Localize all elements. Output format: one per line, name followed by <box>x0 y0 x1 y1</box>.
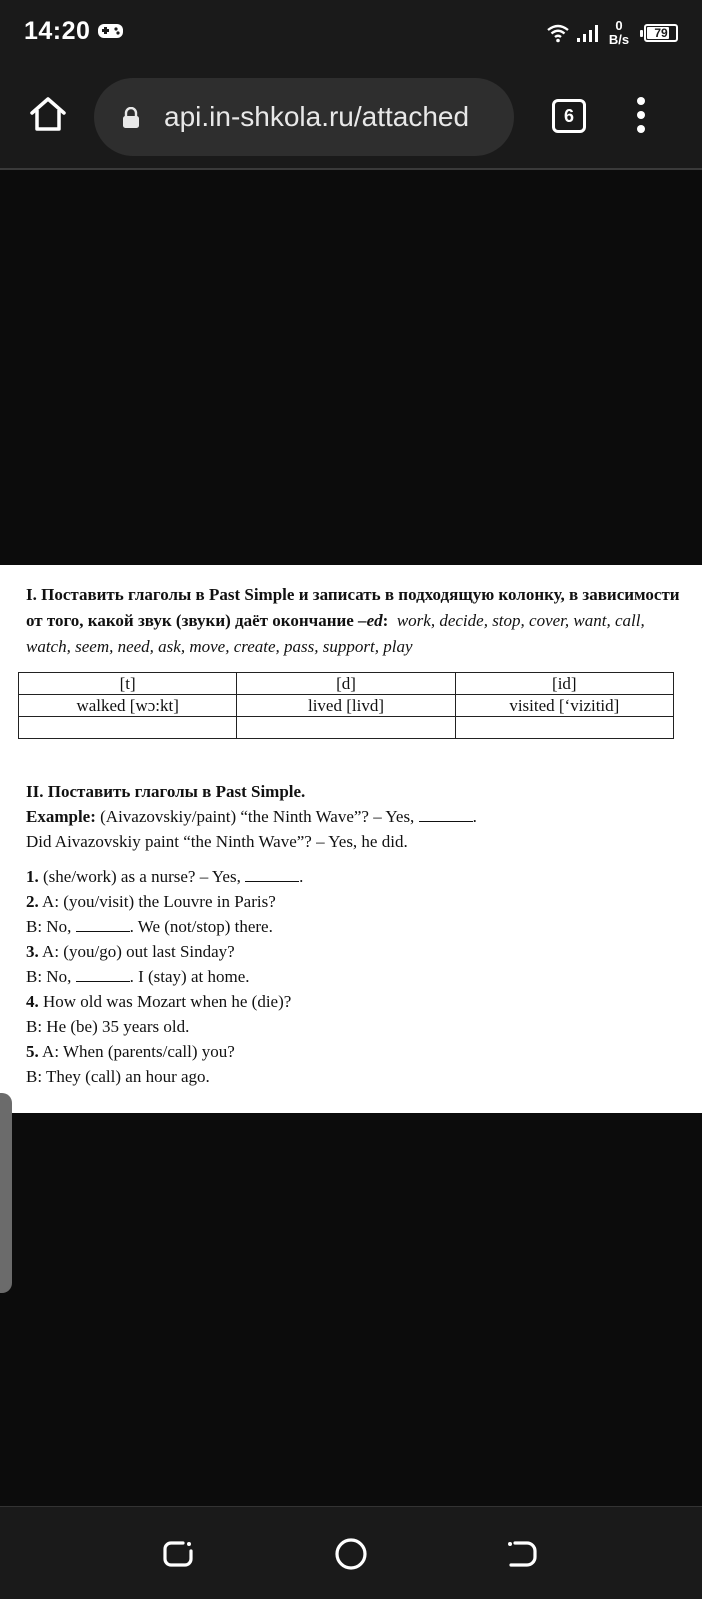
example-end: . <box>472 807 477 826</box>
section-1-heading-term: Past Simple <box>208 585 295 604</box>
network-speed-value: 0 <box>615 18 623 33</box>
list-item: 4. How old was Mozart when he (die)? <box>26 992 292 1011</box>
more-vert-icon[interactable] <box>636 96 646 136</box>
status-time: 14:20 <box>24 17 91 45</box>
answer-blank <box>245 867 299 882</box>
tab-switcher-button[interactable]: 6 <box>552 99 586 133</box>
section-2 <box>26 779 666 1089</box>
section-1-ending: –ed <box>358 611 383 630</box>
edge-panel-handle[interactable] <box>0 1093 12 1293</box>
network-speed-unit: B/s <box>608 32 630 47</box>
answer-blank <box>76 917 130 932</box>
table-cell <box>237 717 455 739</box>
wifi-icon <box>546 23 570 43</box>
list-item: 2. A: (you/visit) the Louvre in Paris? <box>26 892 276 911</box>
table-cell: lived [livd] <box>237 695 455 717</box>
sound-table <box>18 672 674 739</box>
list-item: B: He (be) 35 years old. <box>26 1017 190 1036</box>
example-label: Example: <box>26 807 96 826</box>
table-header-row <box>19 673 674 695</box>
worksheet-image <box>0 565 702 1113</box>
page-background-bottom <box>0 1113 702 1506</box>
back-icon[interactable] <box>501 1533 543 1575</box>
table-header-t: [t] <box>19 673 237 695</box>
browser-toolbar <box>0 66 702 170</box>
section-1-verbs: work, decide, stop, cover, want, call, watch, seem, need, ask, move, create, pass, support, play <box>26 611 645 656</box>
table-cell <box>19 717 237 739</box>
home-icon[interactable] <box>28 94 68 134</box>
answer-blank <box>419 807 473 822</box>
example-text: (Aivazovskiy/paint) “the Ninth Wave”? – Yes, <box>95 807 419 826</box>
section-2-heading: II. Поставить глаголы в Past Simple. <box>26 782 306 801</box>
list-item: 5. A: When (parents/call) you? <box>26 1042 235 1061</box>
recent-apps-icon[interactable] <box>157 1533 199 1575</box>
section-1-colon: : <box>382 611 389 630</box>
table-row <box>19 717 674 739</box>
status-bar <box>0 0 702 66</box>
address-bar[interactable] <box>94 78 514 156</box>
list-item: 3. A: (you/go) out last Sinday? <box>26 942 235 961</box>
example-answer: Did Aivazovskiy paint “the Ninth Wave”? – Yes, he did. <box>26 832 408 851</box>
example-line <box>26 804 666 829</box>
nav-home-icon[interactable] <box>330 1533 372 1575</box>
section-1-heading-prefix: I. Поставить глаголы в <box>26 585 209 604</box>
lock-icon <box>122 107 140 129</box>
network-speed <box>606 19 632 47</box>
list-item: B: No, . We (not/stop) there. <box>26 917 273 936</box>
table-cell: walked [wɔ:kt] <box>19 695 237 717</box>
battery-percent: 79 <box>654 26 668 40</box>
table-cell <box>455 717 673 739</box>
table-cell: visited [‘vizitid] <box>455 695 673 717</box>
gamepad-icon <box>97 22 124 40</box>
table-header-id: [id] <box>455 673 673 695</box>
list-item: B: They (call) an hour ago. <box>26 1067 210 1086</box>
status-indicators <box>546 16 678 50</box>
table-header-d: [d] <box>237 673 455 695</box>
navigation-bar <box>0 1506 702 1599</box>
section-1-heading-rest: и записать в подходящую колонку, в зависимости от того, какой звук (звуки) даёт окончание <box>26 585 680 630</box>
answer-blank <box>76 967 130 982</box>
list-item: 1. (she/work) as a nurse? – Yes, . <box>26 867 304 886</box>
page-background-top <box>0 170 702 565</box>
url-text[interactable]: api.in-shkola.ru/attached <box>164 101 470 132</box>
section-1-instruction <box>26 582 686 660</box>
table-row <box>19 695 674 717</box>
battery-icon <box>644 24 678 42</box>
signal-icon <box>576 23 600 43</box>
list-item: B: No, . I (stay) at home. <box>26 967 250 986</box>
